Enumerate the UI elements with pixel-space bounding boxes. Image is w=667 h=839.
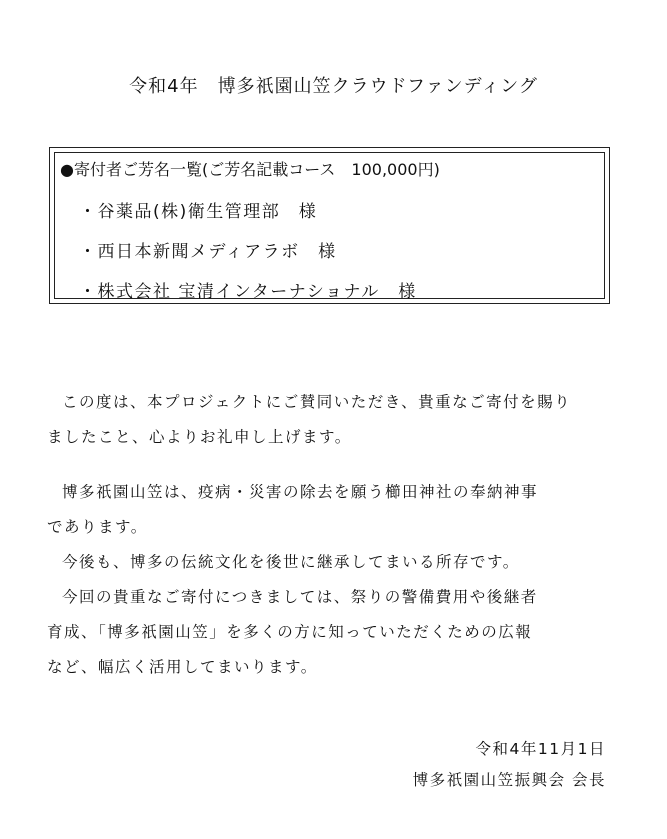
body-paragraph-2-line: であります。 — [47, 518, 148, 536]
body-paragraph-1-line: ましたこと、心よりお礼申し上げます。 — [47, 428, 352, 446]
donor-list-item: ・株式会社 宝清インターナショナル 様 — [79, 282, 417, 302]
document-title: 令和4年 博多祇園山笠クラウドファンディング — [129, 76, 538, 97]
signature-date: 令和4年11月1日 — [475, 740, 606, 758]
body-paragraph-2-line: 育成、「博多祇園山笠」を多くの方に知っていただくための広報 — [47, 623, 533, 641]
body-paragraph-2-line: 今回の貴重なご寄付につきましては、祭りの警備費用や後継者 — [62, 588, 538, 606]
donor-list-item: ・谷薬品(株)衛生管理部 様 — [79, 202, 318, 222]
donor-list-box — [49, 147, 610, 304]
body-paragraph-2-line: 今後も、博多の伝統文化を後世に継承してまいる所存です。 — [62, 553, 520, 571]
donor-list-heading: ●寄付者ご芳名一覧(ご芳名記載コース 100,000円) — [60, 160, 440, 179]
body-paragraph-2-line: など、幅広く活用してまいります。 — [47, 658, 318, 676]
signature-organization: 博多祇園山笠振興会 会長 — [412, 771, 606, 789]
body-paragraph-1-line: この度は、本プロジェクトにご賛同いただき、貴重なご寄付を賜り — [62, 393, 572, 411]
donor-list-item: ・西日本新聞メディアラボ 様 — [79, 242, 337, 262]
body-paragraph-2-line: 博多祇園山笠は、疫病・災害の除去を願う櫛田神社の奉納神事 — [62, 483, 539, 501]
donor-list-inner-frame — [54, 152, 605, 302]
